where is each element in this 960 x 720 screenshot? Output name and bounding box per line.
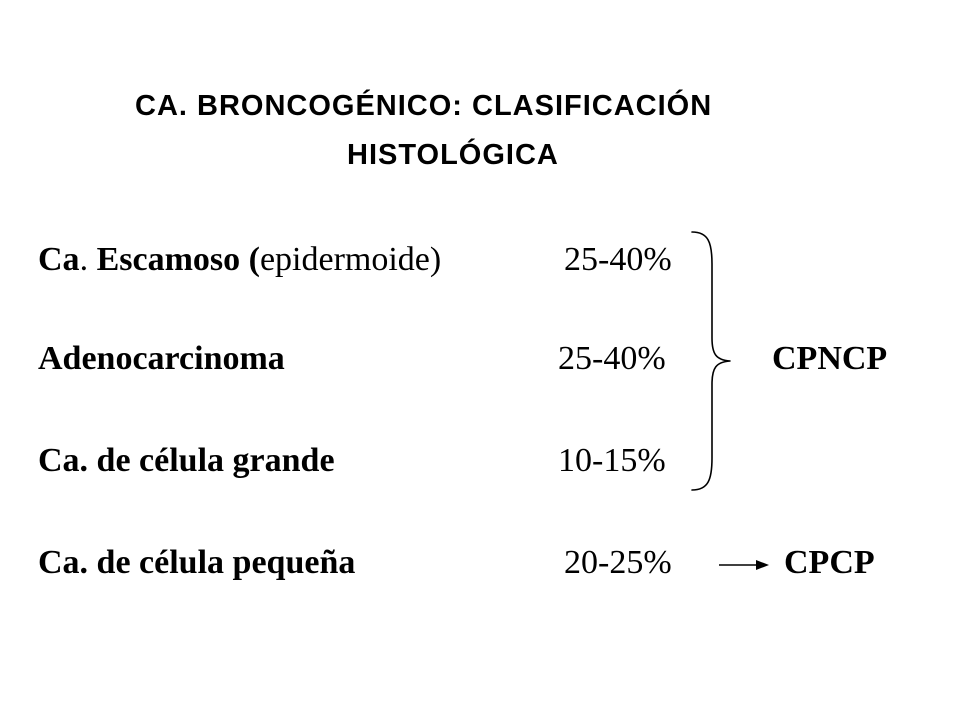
row-adenocarcinoma-percent: 25-40% [558,340,666,377]
row-squamous-label-part-1: Ca [38,241,80,278]
row-squamous-label [38,243,441,277]
row-small-cell-label: Ca. de célula pequeña [38,544,356,581]
row-squamous-label-part-2: . [79,241,97,278]
row-large-cell-label: Ca. de célula grande [38,442,335,479]
group-label-small-cell: CPCP [784,544,875,581]
row-squamous-label-part-4: epidermoide) [259,241,442,278]
right-curly-brace-icon [690,230,760,492]
row-squamous-percent: 25-40% [564,241,672,278]
right-arrow-icon [718,555,770,575]
row-squamous-label-part-3: Escamoso ( [96,241,260,278]
row-adenocarcinoma-label: Adenocarcinoma [38,340,285,377]
group-label-non-small-cell: CPNCP [772,340,888,377]
slide-title-line-2: HISTOLÓGICA [347,139,559,171]
row-small-cell-percent: 20-25% [564,544,672,581]
row-large-cell-percent: 10-15% [558,442,666,479]
slide-title-line-1: CA. BRONCOGÉNICO: CLASIFICACIÓN [135,90,713,122]
